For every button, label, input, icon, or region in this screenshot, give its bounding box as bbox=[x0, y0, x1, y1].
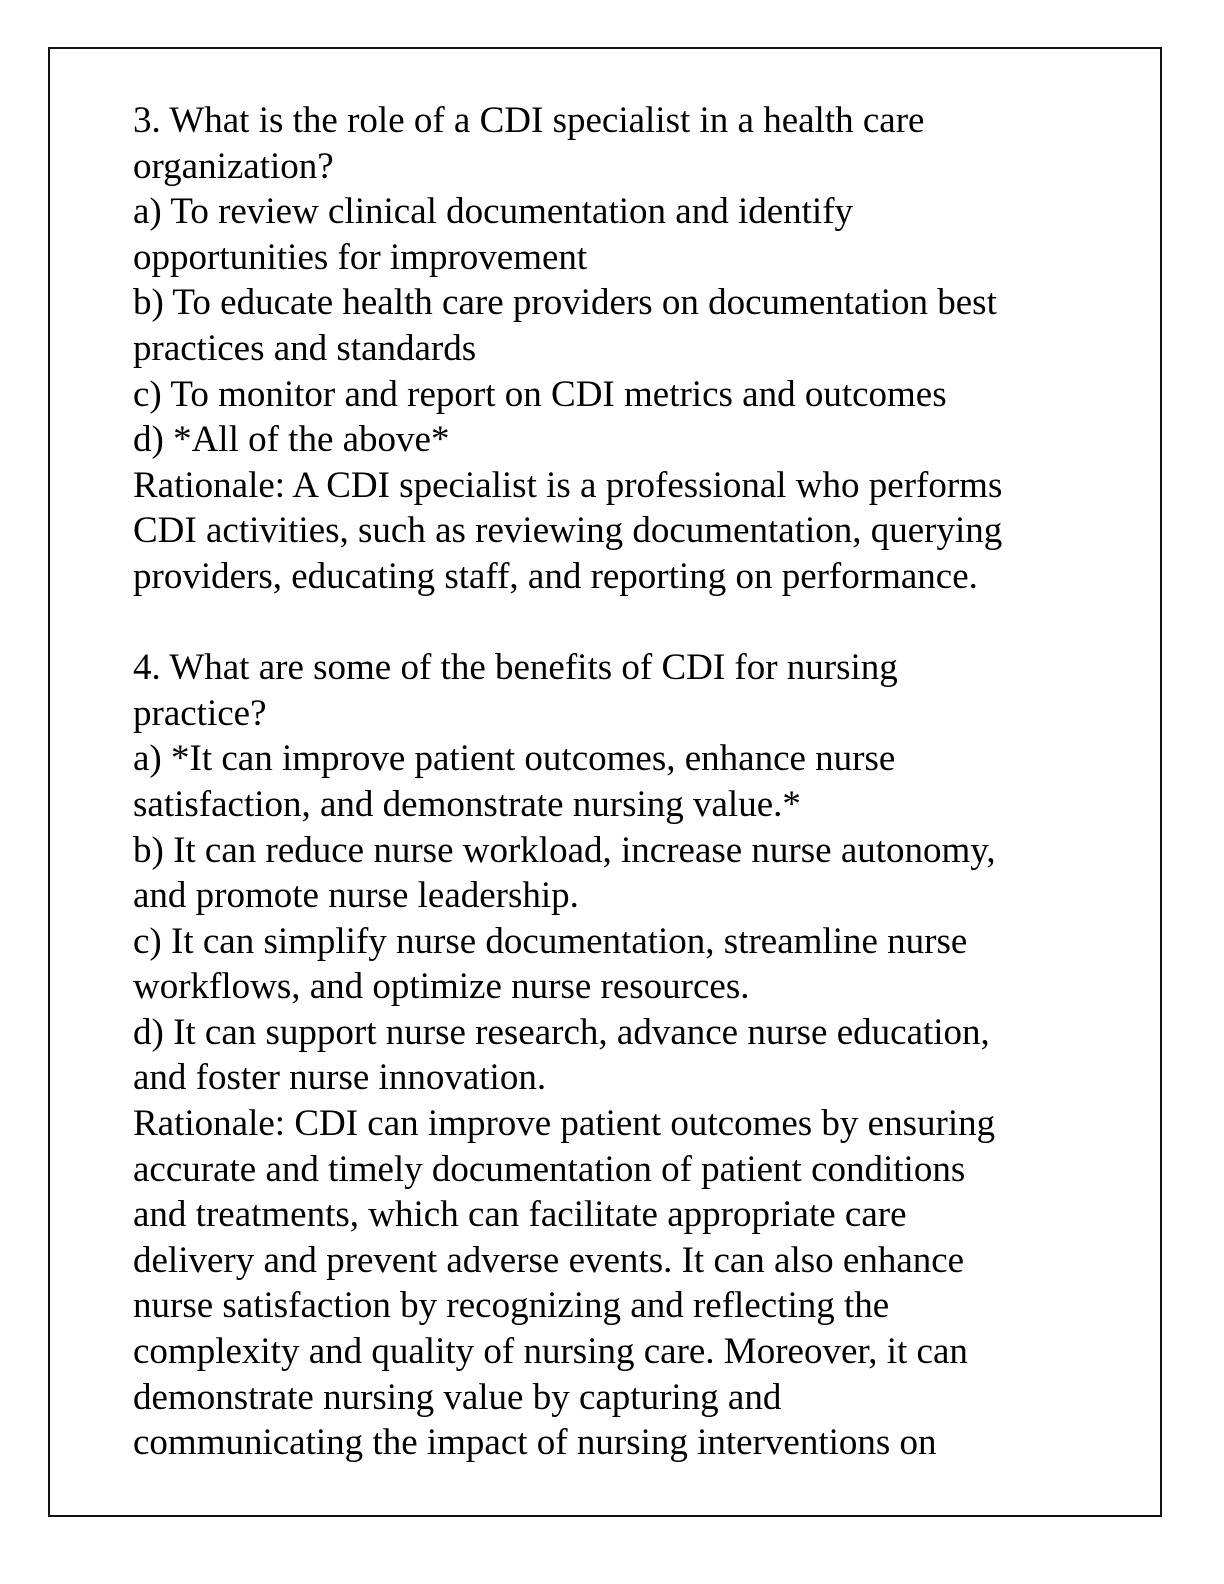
question-4-rationale bbox=[133, 1101, 1133, 1466]
text-line: b) It can reduce nurse workload, increase nurse autonomy, bbox=[133, 829, 996, 871]
question-4-option-b bbox=[133, 828, 1133, 919]
document-body bbox=[133, 98, 1133, 1466]
text-line: d) It can support nurse research, advance nurse education, bbox=[133, 1011, 990, 1053]
text-line: organization? bbox=[133, 145, 334, 187]
text-line: providers, educating staff, and reporting on performance. bbox=[133, 555, 978, 597]
question-3-option-c bbox=[133, 372, 1133, 418]
text-line: a) To review clinical documentation and identify bbox=[133, 191, 854, 233]
text-line: practices and standards bbox=[133, 327, 477, 369]
question-4-option-a bbox=[133, 736, 1133, 827]
text-line: complexity and quality of nursing care. Moreover, it can bbox=[133, 1331, 968, 1373]
text-line: communicating the impact of nursing interventions on bbox=[133, 1422, 937, 1464]
text-line: c) To monitor and report on CDI metrics and outcomes bbox=[133, 373, 947, 415]
question-3-block bbox=[133, 98, 1133, 600]
question-4-prompt bbox=[133, 645, 1133, 736]
question-3-rationale bbox=[133, 463, 1133, 600]
text-line: a) *It can improve patient outcomes, enhance nurse bbox=[133, 738, 896, 780]
text-line: and foster nurse innovation. bbox=[133, 1057, 547, 1099]
question-3-option-a bbox=[133, 189, 1133, 280]
text-line: practice? bbox=[133, 692, 267, 734]
text-line: demonstrate nursing value by capturing and bbox=[133, 1376, 782, 1418]
text-line: d) *All of the above* bbox=[133, 419, 450, 461]
question-4-block bbox=[133, 645, 1133, 1466]
text-line: nurse satisfaction by recognizing and reflecting the bbox=[133, 1285, 890, 1327]
text-line: workflows, and optimize nurse resources. bbox=[133, 966, 750, 1008]
text-line: and promote nurse leadership. bbox=[133, 875, 579, 917]
question-3-option-b bbox=[133, 280, 1133, 371]
text-line: 3. What is the role of a CDI specialist in a health care bbox=[133, 100, 925, 141]
text-line: Rationale: A CDI specialist is a professional who performs bbox=[133, 464, 1003, 506]
text-line: CDI activities, such as reviewing documentation, querying bbox=[133, 510, 1003, 552]
paragraph-gap bbox=[133, 600, 1133, 646]
text-line: opportunities for improvement bbox=[133, 236, 588, 278]
text-line: delivery and prevent adverse events. It can also enhance bbox=[133, 1239, 965, 1281]
text-line: c) It can simplify nurse documentation, streamline nurse bbox=[133, 920, 968, 962]
text-line: accurate and timely documentation of patient conditions bbox=[133, 1148, 966, 1190]
question-4-option-c bbox=[133, 919, 1133, 1010]
question-4-option-d bbox=[133, 1010, 1133, 1101]
text-line: satisfaction, and demonstrate nursing value.* bbox=[133, 783, 801, 825]
text-line: b) To educate health care providers on documentation best bbox=[133, 282, 997, 324]
text-line: Rationale: CDI can improve patient outcomes by ensuring bbox=[133, 1103, 996, 1145]
text-line: 4. What are some of the benefits of CDI for nursing bbox=[133, 647, 898, 689]
question-3-option-d bbox=[133, 417, 1133, 463]
text-line: and treatments, which can facilitate appropriate care bbox=[133, 1194, 907, 1236]
question-3-prompt bbox=[133, 98, 1133, 189]
